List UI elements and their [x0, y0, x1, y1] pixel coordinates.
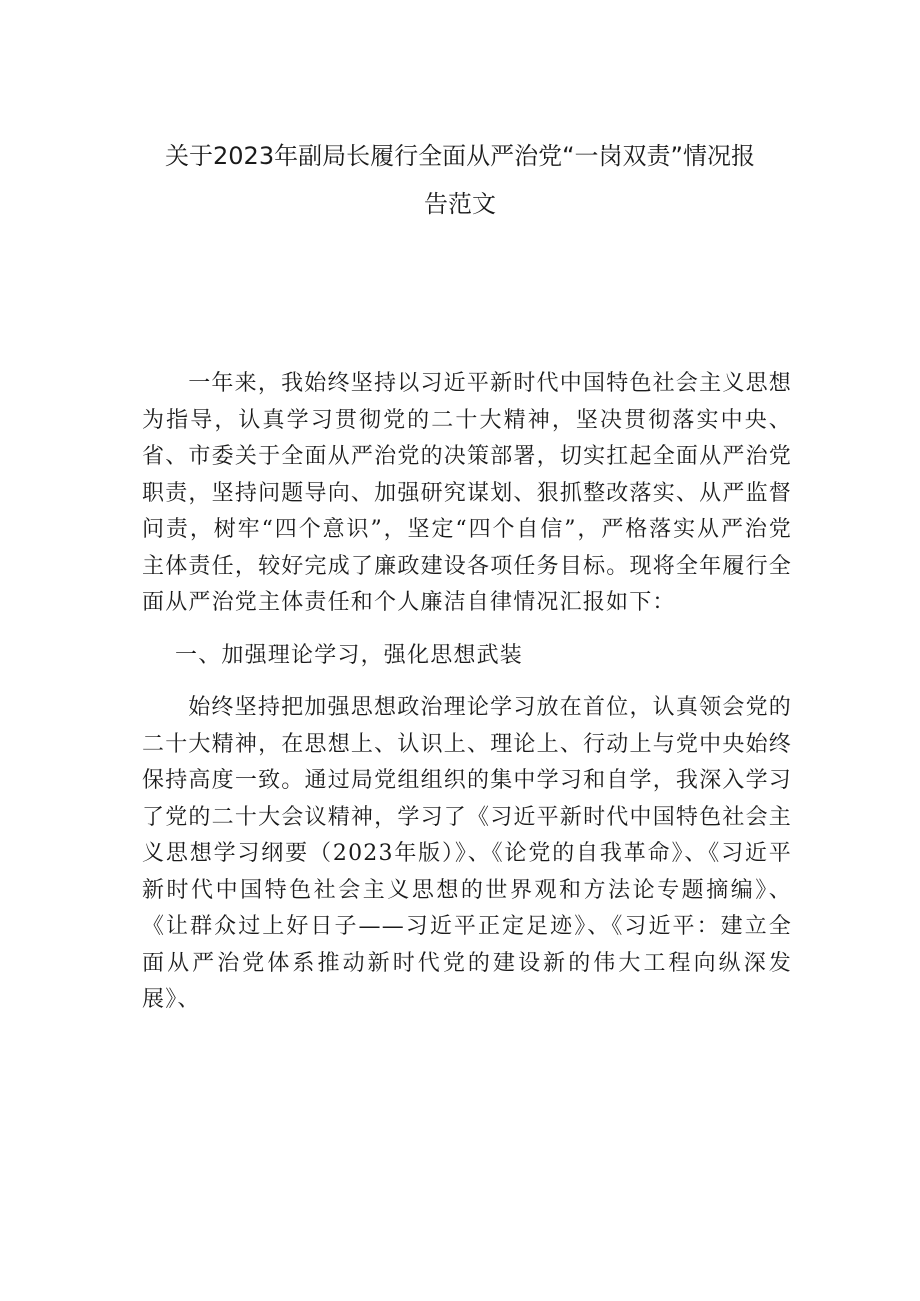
document-title [120, 132, 800, 228]
title-line-1: 关于2023年副局长履行全面从严治党“一岗双责”情况报 [165, 142, 755, 170]
document-body [142, 366, 792, 1019]
title-line-2: 告范文 [424, 190, 496, 218]
section-heading-1: 一、加强理论学习，强化思想武装 [175, 642, 524, 668]
section-1-paragraph: 始终坚持把加强思想政治理论学习放在首位，认真领会党的二十大精神，在思想上、认识上、理论上、行动上与党中央始终保持高度一致。通过局党组组织的集中学习和自学，我深入学习了党的二十大会议精神，学习了《习近平新时代中国特色社会主义思想学习纲要（2023年版）》、《论党的自我革命》、《习近平新时代中国特色社会主义思想的世界观和方法论专题摘编》、《让群众过上好日子——习近平正定足迹》、《习近平：建立全面从严治党体系推动新时代党的建设新的伟大工程向纵深发展》、 [142, 695, 792, 1012]
intro-paragraph: 一年来，我始终坚持以习近平新时代中国特色社会主义思想为指导，认真学习贯彻党的二十大精神，坚决贯彻落实中央、省、市委关于全面从严治党的决策部署，切实扛起全面从严治党职责，坚持问题导向、加强研究谋划、狠抓整改落实、从严监督问责，树牢“四个意识”，坚定“四个自信”，严格落实从严治党主体责任，较好完成了廉政建设各项任务目标。现将全年履行全面从严治党主体责任和个人廉洁自律情况汇报如下： [142, 371, 792, 615]
